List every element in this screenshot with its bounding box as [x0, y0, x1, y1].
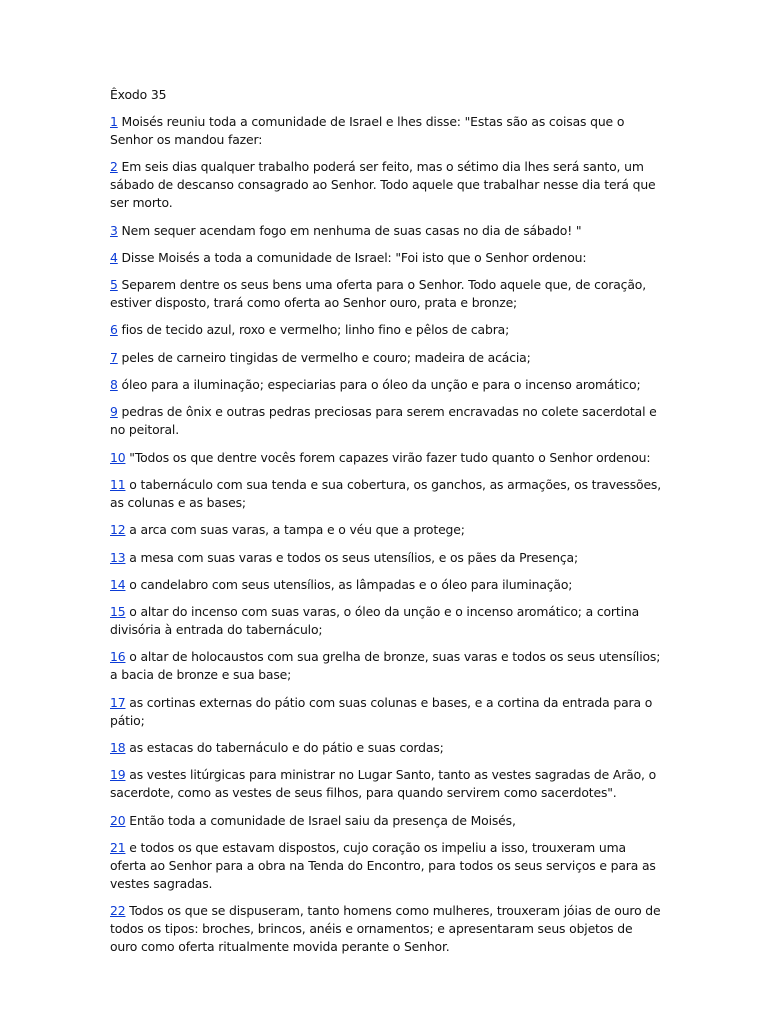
- verse-number-link[interactable]: 19: [110, 767, 126, 783]
- verse: [110, 576, 662, 594]
- verse-text: Moisés reuniu toda a comunidade de Israel e lhes disse: "Estas são as coisas que o Senhor os mandou fazer:: [110, 114, 625, 147]
- verse: [110, 902, 662, 956]
- verse: [110, 766, 662, 802]
- verse-text: Separem dentre os seus bens uma oferta para o Senhor. Todo aquele que, de coração, estiver disposto, trará como oferta ao Senhor ouro, prata e bronze;: [110, 277, 646, 311]
- verse-number-link[interactable]: 9: [110, 404, 118, 420]
- verse: [110, 249, 662, 267]
- verse: [110, 449, 662, 467]
- verse: [110, 403, 662, 439]
- verse: [110, 549, 662, 567]
- verse-text: Todos os que se dispuseram, tanto homens como mulheres, trouxeram jóias de ouro de todos os tipos: broches, brincos, anéis e ornamentos; e apresentaram seus objetos de ouro como oferta ritualmente movida perante o Senhor.: [110, 903, 661, 955]
- verse-number-link[interactable]: 17: [110, 694, 126, 710]
- verse-text: as vestes litúrgicas para ministrar no Lugar Santo, tanto as vestes sagradas de Arão, o sacerdote, como as vestes de seus filhos, para quando servirem como sacerdotes".: [110, 767, 657, 801]
- verse-text: a arca com suas varas, a tampa e o véu que a protege;: [129, 522, 465, 538]
- chapter-title: Êxodo 35: [110, 87, 167, 102]
- verse-text: o candelabro com seus utensílios, as lâmpadas e o óleo para iluminação;: [129, 576, 573, 592]
- verse-text: Então toda a comunidade de Israel saiu da presença de Moisés,: [129, 812, 516, 828]
- verse: [110, 812, 662, 830]
- verse-text: pedras de ônix e outras pedras preciosas para serem encravadas no colete sacerdotal e no peitoral.: [110, 404, 657, 438]
- verse: [110, 113, 662, 149]
- verse-text: a mesa com suas varas e todos os seus utensílios, e os pães da Presença;: [129, 549, 579, 565]
- verse-text: as cortinas externas do pátio com suas colunas e bases, e a cortina da entrada para o pátio;: [110, 694, 653, 728]
- verse: [110, 476, 662, 512]
- verse-number-link[interactable]: 14: [110, 576, 126, 592]
- verse-number-link[interactable]: 7: [110, 349, 118, 365]
- verse: [110, 603, 662, 639]
- verse-number-link[interactable]: 21: [110, 839, 126, 855]
- verse-number-link[interactable]: 15: [110, 604, 126, 620]
- verse-number-link[interactable]: 13: [110, 549, 126, 565]
- verse-number-link[interactable]: 12: [110, 522, 126, 538]
- verse: [110, 694, 662, 730]
- verse-number-link[interactable]: 1: [110, 114, 118, 129]
- verse-number-link[interactable]: 20: [110, 812, 126, 828]
- verse-text: e todos os que estavam dispostos, cujo coração os impeliu a isso, trouxeram uma oferta ao Senhor para a obra na Tenda do Encontro, para todos os seus serviços e para as vestes sagradas.: [110, 839, 656, 891]
- verse-text: Nem sequer acendam fogo em nenhuma de suas casas no dia de sábado! ": [121, 222, 582, 238]
- verse: [110, 222, 662, 240]
- verse-number-link[interactable]: 3: [110, 222, 118, 238]
- verse-text: Em seis dias qualquer trabalho poderá ser feito, mas o sétimo dia lhes será santo, um sábado de descanso consagrado ao Senhor. Todo aquele que trabalhar nesse dia terá que ser morto.: [110, 159, 656, 211]
- verse-text: peles de carneiro tingidas de vermelho e couro; madeira de acácia;: [121, 349, 531, 365]
- verse-number-link[interactable]: 5: [110, 277, 118, 293]
- verse-number-link[interactable]: 10: [110, 449, 126, 465]
- verse-number-link[interactable]: 8: [110, 377, 118, 393]
- verse: [110, 321, 662, 339]
- verse-number-link[interactable]: 4: [110, 249, 118, 265]
- verse: [110, 276, 662, 312]
- verse-text: o tabernáculo com sua tenda e sua cobertura, os ganchos, as armações, os travessões, as colunas e as bases;: [110, 476, 662, 510]
- verse-number-link[interactable]: 22: [110, 903, 126, 919]
- verse-number-link[interactable]: 11: [110, 476, 126, 492]
- verse: [110, 521, 662, 539]
- verse-number-link[interactable]: 6: [110, 322, 118, 338]
- verse: [110, 839, 662, 893]
- verse-text: o altar do incenso com suas varas, o óleo da unção e o incenso aromático; a cortina divisória à entrada do tabernáculo;: [110, 604, 640, 638]
- verse-text: Disse Moisés a toda a comunidade de Israel: "Foi isto que o Senhor ordenou:: [121, 249, 587, 265]
- verse: [110, 158, 662, 212]
- verse: [110, 739, 662, 757]
- verse-text: fios de tecido azul, roxo e vermelho; linho fino e pêlos de cabra;: [121, 322, 510, 338]
- verse-text: "Todos os que dentre vocês forem capazes virão fazer tudo quanto o Senhor ordenou:: [129, 449, 651, 465]
- verse: [110, 376, 662, 394]
- verse-text: óleo para a iluminação; especiarias para o óleo da unção e para o incenso aromático;: [121, 377, 641, 393]
- verse: [110, 648, 662, 684]
- verse-number-link[interactable]: 18: [110, 740, 126, 756]
- verse-text: as estacas do tabernáculo e do pátio e suas cordas;: [129, 740, 444, 756]
- verse-text: o altar de holocaustos com sua grelha de bronze, suas varas e todos os seus utensílios; a bacia de bronze e sua base;: [110, 649, 661, 683]
- verse-number-link[interactable]: 16: [110, 649, 126, 665]
- verse: [110, 349, 662, 367]
- verse-number-link[interactable]: 2: [110, 159, 118, 175]
- document-page: [110, 86, 662, 966]
